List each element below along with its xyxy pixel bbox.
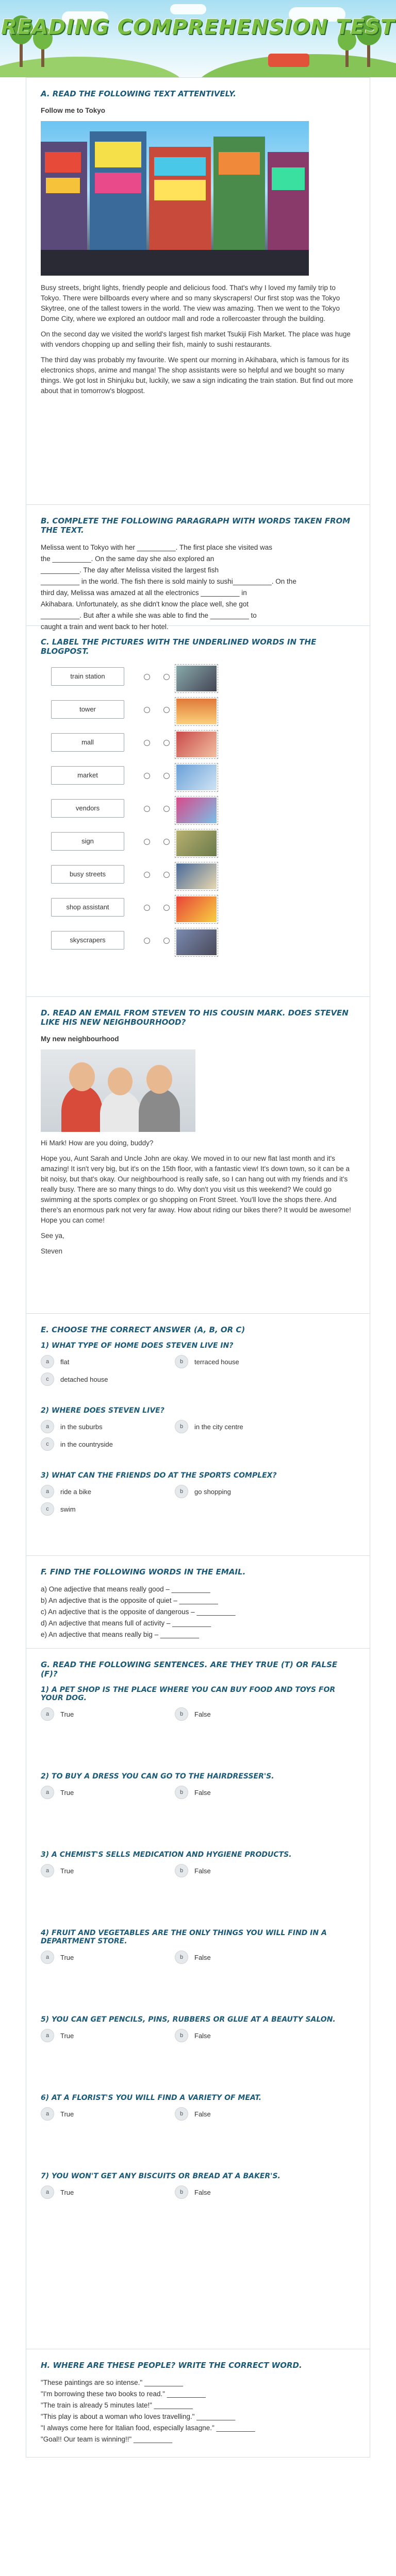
question-text: 3) A CHEMIST'S SELLS MEDICATION AND HYGIENE PRODUCTS.	[41, 1851, 292, 1859]
paragraph-line: __________. The day after Melissa visited the largest fish	[41, 566, 219, 574]
question-text: 2) WHERE DOES STEVEN LIVE?	[41, 1406, 164, 1415]
worksheet-content	[0, 77, 396, 2458]
picture-box	[175, 829, 218, 858]
radio-icon[interactable]: b	[175, 1864, 188, 1877]
section-f-title: F. FIND THE FOLLOWING WORDS IN THE EMAIL.	[41, 1567, 246, 1577]
match-anchor[interactable]	[163, 872, 170, 878]
blog-paragraph-1: Busy streets, bright lights, friendly people and delicious food. That's why I loved my family trip to Tokyo. There were billboards every where and so many skyscrapers! Our first stop was the Tokyo Skytree, one of the tallest towers in the world. The view was amazing. Then we went to the Tokyo Dome City, where we explored an outdoor mall and rode a rollercoaster through the building.	[41, 284, 340, 323]
option-label: flat	[60, 1358, 70, 1366]
match-anchor[interactable]	[144, 707, 150, 713]
section-g	[26, 1649, 370, 2349]
match-row	[41, 795, 355, 828]
option-label: False	[194, 2031, 211, 2040]
bus-illustration	[268, 54, 309, 67]
section-a-title: A. READ THE FOLLOWING TEXT ATTENTIVELY.	[41, 89, 236, 98]
paragraph-line: __________. But after a while she was able to find the __________ to	[41, 612, 257, 619]
match-anchor[interactable]	[163, 839, 170, 845]
option-label: swim	[60, 1505, 76, 1513]
match-row	[41, 927, 355, 960]
match-anchor[interactable]	[144, 773, 150, 779]
section-f	[26, 1556, 370, 1649]
paragraph-line: caught a train and went back to her hotel.	[41, 623, 169, 631]
radio-icon[interactable]: a	[41, 1864, 54, 1877]
section-b-title: B. COMPLETE THE FOLLOWING PARAGRAPH WITH WORDS TAKEN FROM THE TEXT.	[41, 516, 351, 535]
radio-icon[interactable]: b	[175, 2185, 188, 2199]
section-e-title: E. CHOOSE THE CORRECT ANSWER (A, B, OR C)	[41, 1325, 245, 1334]
picture-box	[175, 895, 218, 924]
option-true[interactable]	[41, 2029, 175, 2042]
tf-question-2	[41, 1772, 355, 1799]
quote-item: "These paintings are so intense." __________	[41, 2379, 184, 2386]
email-closing: See ya,	[41, 1232, 64, 1240]
match-anchor[interactable]	[144, 905, 150, 911]
radio-icon[interactable]: a	[41, 1485, 54, 1498]
paragraph-line: third day, Melissa was amazed at all the electronics __________ in	[41, 589, 247, 597]
tokyo-street-photo	[41, 121, 309, 276]
option-true[interactable]	[41, 1864, 175, 1877]
option-label: False	[194, 1710, 211, 1718]
family-photo	[41, 1049, 195, 1132]
radio-icon[interactable]: b	[175, 2029, 188, 2042]
tf-question-6	[41, 2094, 355, 2121]
option-label: True	[60, 2110, 74, 2118]
option-label: False	[194, 1953, 211, 1961]
match-anchor[interactable]	[144, 806, 150, 812]
option-true[interactable]	[41, 1707, 175, 1721]
option-label: True	[60, 1710, 74, 1718]
find-item: c) An adjective that is the opposite of dangerous – __________	[41, 1608, 236, 1616]
radio-icon[interactable]: a	[41, 1786, 54, 1799]
paragraph-line: __________ in the world. The fish there is sold mainly to sushi__________. On the	[41, 578, 296, 585]
paragraph-line: Melissa went to Tokyo with her __________. The first place she visited was	[41, 544, 272, 551]
picture-box	[175, 697, 218, 726]
label-tower[interactable]: tower	[51, 700, 124, 719]
question-text: 5) YOU CAN GET PENCILS, PINS, RUBBERS OR GLUE AT A BEAUTY SALON.	[41, 2015, 336, 2024]
find-item: b) An adjective that is the opposite of quiet – __________	[41, 1597, 218, 1604]
email-body: Hope you, Aunt Sarah and Uncle John are okay. We moved in to our new flat last month and it's amazing! It isn't very big, but it's on the 15th floor, with a fantastic view! It's down town, so it can be a bit noisy, but that's okay. Our neighbourhood is really safe, so I can hang out with my friends and it's really busy. There are so many things to do. Why don't you visit us this weekend? We could go swimming at the sports complex or go shopping on Front Street. You'll love the shops there. And there's an enormous park not very far away. How about riding our bikes there? It would be awesome! Hope you can come!	[41, 1155, 351, 1224]
section-d-title: D. READ AN EMAIL FROM STEVEN TO HIS COUSIN MARK. DOES STEVEN LIKE HIS NEW NEIGHBOURHOOD?	[41, 1008, 349, 1027]
option-label: False	[194, 1867, 211, 1875]
question-e3	[41, 1471, 355, 1516]
match-anchor[interactable]	[144, 872, 150, 878]
paragraph-line: the __________. On the same day she also explored an	[41, 555, 214, 563]
option-c[interactable]	[41, 1502, 175, 1516]
option-label: True	[60, 2188, 74, 2196]
radio-icon[interactable]: b	[175, 2107, 188, 2121]
section-h-title: H. WHERE ARE THESE PEOPLE? WRITE THE CORRECT WORD.	[41, 2361, 302, 2370]
option-label: True	[60, 1867, 74, 1875]
option-label: True	[60, 1953, 74, 1961]
label-market[interactable]: market	[51, 766, 124, 785]
match-row	[41, 696, 355, 729]
question-text: 4) FRUIT AND VEGETABLES ARE THE ONLY THINGS YOU WILL FIND IN A DEPARTMENT STORE.	[41, 1929, 327, 1945]
match-anchor[interactable]	[144, 938, 150, 944]
match-anchor[interactable]	[163, 773, 170, 779]
cloud-decoration	[170, 4, 206, 14]
quote-item: "I always come here for Italian food, especially lasagne." __________	[41, 2424, 255, 2432]
email-greeting: Hi Mark! How are you doing, buddy?	[41, 1139, 154, 1147]
option-false[interactable]	[175, 1786, 309, 1799]
option-b[interactable]	[175, 1355, 309, 1368]
match-anchor[interactable]	[144, 839, 150, 845]
question-e2	[41, 1406, 355, 1451]
option-label: in the countryside	[60, 1440, 113, 1448]
option-label: in the suburbs	[60, 1422, 103, 1431]
option-b[interactable]	[175, 1485, 309, 1498]
radio-icon[interactable]: a	[41, 2029, 54, 2042]
section-a	[26, 77, 370, 505]
question-e1	[41, 1342, 355, 1386]
option-label: ride a bike	[60, 1487, 91, 1496]
tf-question-1	[41, 1686, 355, 1721]
question-text: 2) TO BUY A DRESS YOU CAN GO TO THE HAIRDRESSER'S.	[41, 1772, 274, 1781]
question-text: 1) A PET SHOP IS THE PLACE WHERE YOU CAN BUY FOOD AND TOYS FOR YOUR DOG.	[41, 1686, 336, 1702]
radio-icon[interactable]: a	[41, 1355, 54, 1368]
match-anchor[interactable]	[163, 905, 170, 911]
option-false[interactable]	[175, 2029, 309, 2042]
label-skyscrapers[interactable]: skyscrapers	[51, 931, 124, 950]
question-text: 3) WHAT CAN THE FRIENDS DO AT THE SPORTS COMPLEX?	[41, 1471, 277, 1480]
blog-paragraph-2: On the second day we visited the world's largest fish market Tsukiji Fish Market. The place was huge with vendors chopping up and selling their fish, mainly to sushi restaurants.	[41, 330, 351, 348]
blog-paragraph-3: The third day was probably my favourite. We spent our morning in Akihabara, which is famous for its electronics shops, anime and manga! The shop assistants were so helpful and we bought so many things. We got lost in Shinjuku but, luckily, we saw a sign indicating the train station. But find out more about that in tomorrow's blogpost.	[41, 356, 353, 395]
find-item: d) An adjective that means full of activity – __________	[41, 1619, 211, 1627]
match-anchor[interactable]	[163, 674, 170, 680]
radio-icon[interactable]: a	[41, 1951, 54, 1964]
option-true[interactable]	[41, 2185, 175, 2199]
match-anchor[interactable]	[144, 674, 150, 680]
tf-question-7	[41, 2172, 355, 2199]
picture-box	[175, 664, 218, 693]
option-label: True	[60, 1788, 74, 1797]
hill-decoration	[0, 57, 186, 77]
option-a[interactable]	[41, 1355, 175, 1368]
question-text: 6) AT A FLORIST'S YOU WILL FIND A VARIETY OF MEAT.	[41, 2094, 261, 2102]
match-row	[41, 894, 355, 927]
match-row	[41, 861, 355, 894]
section-g-title: G. READ THE FOLLOWING SENTENCES. ARE THEY TRUE (T) OR FALSE (F)?	[41, 1660, 338, 1679]
option-false[interactable]	[175, 1707, 309, 1721]
radio-icon[interactable]: c	[41, 1437, 54, 1451]
option-a[interactable]	[41, 1485, 175, 1498]
paragraph-line: Akihabara. Unfortunately, as she didn't know the place well, she got	[41, 600, 249, 608]
radio-icon[interactable]: b	[175, 1951, 188, 1964]
label-train-station[interactable]: train station	[51, 667, 124, 686]
option-b[interactable]	[175, 1420, 309, 1433]
radio-icon[interactable]: b	[175, 1485, 188, 1498]
match-row	[41, 663, 355, 696]
radio-icon[interactable]: a	[41, 1707, 54, 1721]
quote-item: "Goal!! Our team is winning!!" __________	[41, 2435, 172, 2443]
match-row	[41, 828, 355, 861]
option-false[interactable]	[175, 1864, 309, 1877]
option-false[interactable]	[175, 2107, 309, 2121]
section-e	[26, 1314, 370, 1556]
label-shop-assistant[interactable]: shop assistant	[51, 898, 124, 917]
match-anchor[interactable]	[163, 707, 170, 713]
option-label: terraced house	[194, 1358, 239, 1366]
label-busy-streets[interactable]: busy streets	[51, 865, 124, 884]
option-label: True	[60, 2031, 74, 2040]
email-heading: My new neighbourhood	[41, 1035, 119, 1043]
blog-heading: Follow me to Tokyo	[41, 107, 106, 114]
email-signature: Steven	[41, 1247, 63, 1255]
match-anchor[interactable]	[144, 740, 150, 746]
option-label: False	[194, 2188, 211, 2196]
section-c	[26, 626, 370, 997]
find-item: a) One adjective that means really good – __________	[41, 1585, 210, 1593]
question-text: 7) YOU WON'T GET ANY BISCUITS OR BREAD AT A BAKER'S.	[41, 2172, 280, 2180]
find-item: e) An adjective that means really big – __________	[41, 1631, 199, 1638]
option-label: detached house	[60, 1375, 108, 1383]
radio-icon[interactable]: a	[41, 2185, 54, 2199]
radio-icon[interactable]: a	[41, 2107, 54, 2121]
match-row	[41, 729, 355, 762]
radio-icon[interactable]: c	[41, 1372, 54, 1386]
radio-icon[interactable]: b	[175, 1707, 188, 1721]
quote-item: "I'm borrowing these two books to read." __________	[41, 2390, 206, 2398]
match-row	[41, 762, 355, 795]
picture-box	[175, 862, 218, 891]
option-false[interactable]	[175, 1951, 309, 1964]
picture-box	[175, 763, 218, 792]
match-anchor[interactable]	[163, 938, 170, 944]
option-a[interactable]	[41, 1420, 175, 1433]
option-true[interactable]	[41, 2107, 175, 2121]
option-label: False	[194, 2110, 211, 2118]
radio-icon[interactable]: b	[175, 1786, 188, 1799]
banner	[0, 0, 396, 77]
match-anchor[interactable]	[163, 740, 170, 746]
option-c[interactable]	[41, 1437, 175, 1451]
label-mall[interactable]: mall	[51, 733, 124, 752]
radio-icon[interactable]: a	[41, 1420, 54, 1433]
label-vendors[interactable]: vendors	[51, 799, 124, 818]
radio-icon[interactable]: b	[175, 1420, 188, 1433]
quote-item: "This play is about a woman who loves travelling." __________	[41, 2413, 236, 2420]
option-c[interactable]	[41, 1372, 175, 1386]
picture-box	[175, 796, 218, 825]
section-d	[26, 997, 370, 1314]
match-anchor[interactable]	[163, 806, 170, 812]
tf-question-3	[41, 1851, 355, 1877]
tf-question-4	[41, 1929, 355, 1964]
option-label: False	[194, 1788, 211, 1797]
page-title: READING COMPREHENSION TEST	[1, 15, 395, 39]
section-c-title: C. LABEL THE PICTURES WITH THE UNDERLINED WORDS IN THE BLOGPOST.	[41, 637, 317, 656]
picture-box	[175, 730, 218, 759]
option-false[interactable]	[175, 2185, 309, 2199]
quote-item: "The train is already 5 minutes late!" __________	[41, 2401, 193, 2409]
option-label: in the city centre	[194, 1422, 243, 1431]
option-true[interactable]	[41, 1951, 175, 1964]
section-b	[26, 505, 370, 631]
option-label: go shopping	[194, 1487, 231, 1496]
section-h	[26, 2349, 370, 2458]
picture-box	[175, 928, 218, 957]
tf-question-5	[41, 2015, 355, 2042]
radio-icon[interactable]: c	[41, 1502, 54, 1516]
option-true[interactable]	[41, 1786, 175, 1799]
label-sign[interactable]: sign	[51, 832, 124, 851]
radio-icon[interactable]: b	[175, 1355, 188, 1368]
question-text: 1) WHAT TYPE OF HOME DOES STEVEN LIVE IN?	[41, 1342, 234, 1350]
